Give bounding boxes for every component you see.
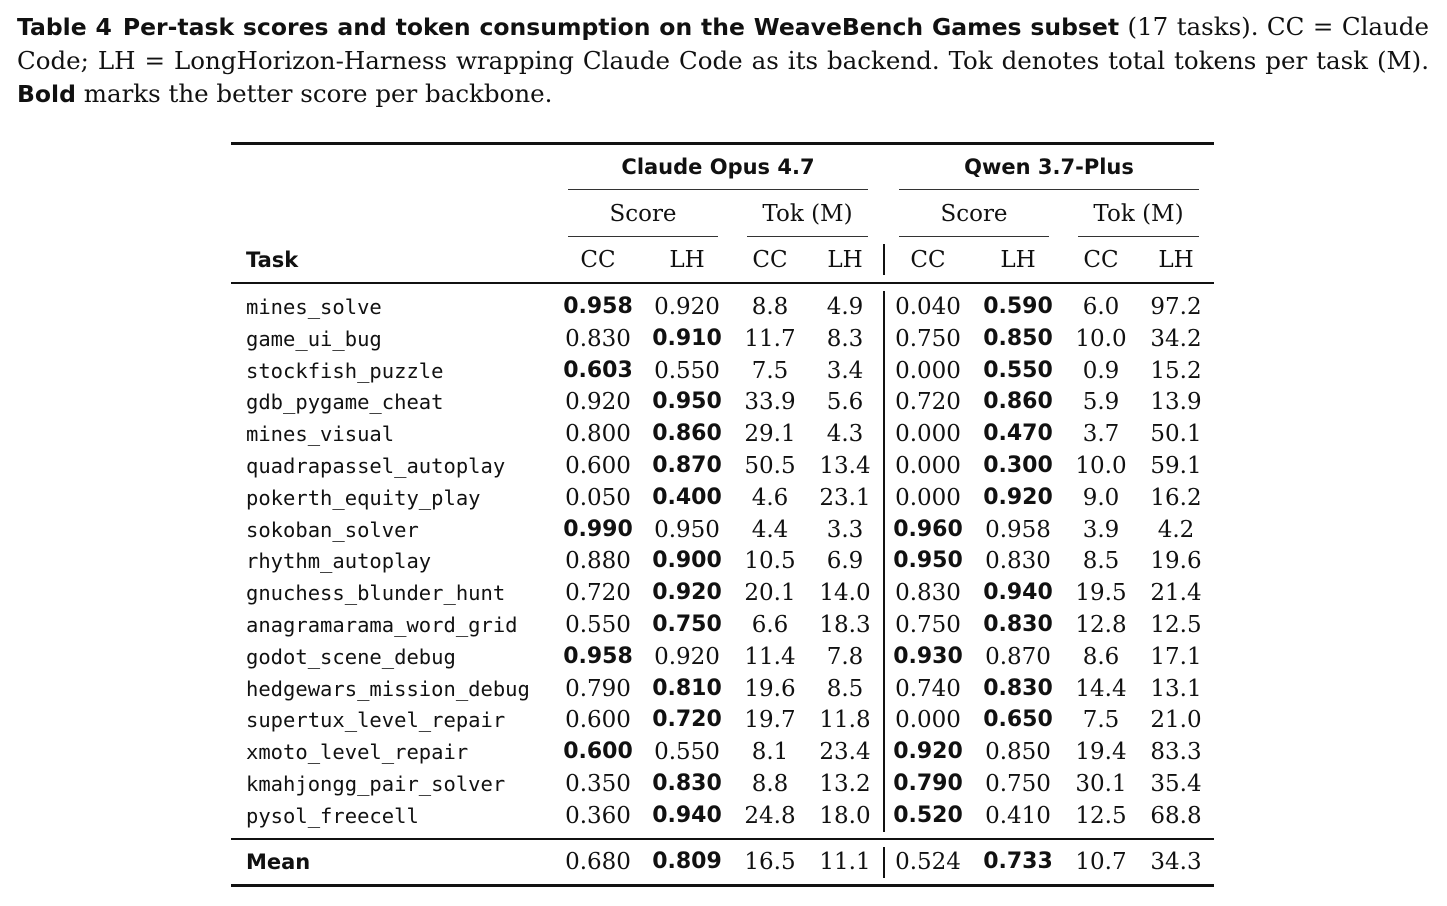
table-cell: 0.958 — [985, 517, 1051, 543]
mean-divider — [883, 847, 885, 878]
table-cell: 0.350 — [565, 771, 631, 797]
subgroup-header-score-qwen: Score — [940, 201, 1008, 227]
column-header: LH — [669, 247, 705, 273]
task-name: game_ui_bug — [246, 327, 382, 351]
table-cell: 18.3 — [819, 612, 871, 638]
table-cell: 0.750 — [652, 612, 722, 637]
table-cell: 0.470 — [983, 421, 1053, 446]
subgroup-rule-1 — [568, 236, 718, 237]
table-cell: 7.8 — [826, 644, 864, 670]
table-cell: 33.9 — [744, 389, 796, 415]
table-cell: 0.550 — [565, 612, 631, 638]
table-cell: 0.920 — [565, 389, 631, 415]
table-cell: 14.0 — [819, 580, 871, 606]
table-caption — [17, 10, 1429, 111]
table-cell: 0.720 — [565, 580, 631, 606]
table-cell: 0.830 — [652, 771, 722, 796]
table-cell: 68.8 — [1150, 803, 1202, 829]
table-cell: 19.6 — [744, 676, 796, 702]
table-cell: 0.750 — [985, 771, 1051, 797]
table-cell: 7.5 — [1082, 707, 1120, 733]
table-cell: 0.750 — [895, 612, 961, 638]
table-cell: 0.360 — [565, 803, 631, 829]
header-divider — [883, 244, 885, 275]
mean-cell: 34.3 — [1150, 849, 1202, 875]
table-cell: 19.4 — [1075, 739, 1127, 765]
group-header-qwen: Qwen 3.7-Plus — [964, 155, 1134, 179]
caption-line2: LH = LongHorizon-Harness wrapping Claude Code as its backend. Tok denotes total tokens per task (M). — [97, 46, 1429, 75]
table-cell: 0.920 — [893, 739, 963, 764]
table-cell: 0.920 — [983, 485, 1053, 510]
task-name: mines_visual — [246, 422, 395, 446]
table-cell: 0.960 — [893, 517, 963, 542]
results-table — [231, 142, 1214, 887]
table-cell: 0.860 — [652, 421, 722, 446]
table-cell: 8.3 — [826, 326, 864, 352]
task-name: gnuchess_blunder_hunt — [246, 581, 506, 605]
table-cell: 0.830 — [985, 548, 1051, 574]
table-cell: 4.6 — [751, 485, 789, 511]
table-cell: 0.740 — [895, 676, 961, 702]
mean-rule — [231, 838, 1214, 840]
table-cell: 11.4 — [744, 644, 796, 670]
table-cell: 3.9 — [1082, 517, 1120, 543]
table-cell: 18.0 — [819, 803, 871, 829]
table-cell: 0.720 — [652, 707, 722, 732]
task-name: quadrapassel_autoplay — [246, 454, 506, 478]
task-name: anagramarama_word_grid — [246, 613, 518, 637]
task-name: rhythm_autoplay — [246, 549, 432, 573]
column-header: CC — [580, 247, 616, 273]
column-header-task: Task — [246, 248, 299, 272]
table-cell: 0.400 — [652, 485, 722, 510]
table-cell: 7.5 — [751, 358, 789, 384]
header-rule — [231, 282, 1214, 284]
table-cell: 0.958 — [563, 294, 633, 319]
table-cell: 0.910 — [652, 326, 722, 351]
mean-cell: 0.733 — [983, 849, 1053, 874]
table-cell: 0.920 — [652, 580, 722, 605]
table-cell: 0.958 — [563, 644, 633, 669]
mean-cell: 0.809 — [652, 849, 722, 874]
table-cell: 20.1 — [744, 580, 796, 606]
task-name: supertux_level_repair — [246, 708, 506, 732]
group-rule-claude — [568, 189, 868, 190]
caption-bold-word: Bold — [17, 80, 76, 108]
column-header: CC — [1083, 247, 1119, 273]
table-cell: 4.9 — [826, 294, 864, 320]
table-cell: 0.830 — [895, 580, 961, 606]
table-cell: 8.6 — [1082, 644, 1120, 670]
subgroup-header-tok-claude: Tok (M) — [762, 201, 853, 227]
table-cell: 12.5 — [1150, 612, 1202, 638]
caption-line1-rest: (17 tasks). CC = Claude Code; — [17, 12, 1429, 75]
table-cell: 0.040 — [895, 294, 961, 320]
caption-label: Table 4 — [17, 13, 112, 41]
caption-line3: the better score per backbone. — [168, 79, 553, 108]
table-cell: 34.2 — [1150, 326, 1202, 352]
mean-cell: 0.524 — [895, 849, 961, 875]
task-name: pokerth_equity_play — [246, 486, 481, 510]
table-cell: 0.000 — [895, 453, 961, 479]
body-divider — [883, 291, 885, 832]
table-cell: 4.2 — [1157, 517, 1195, 543]
table-cell: 0.720 — [895, 389, 961, 415]
table-cell: 0.990 — [563, 517, 633, 542]
column-header: LH — [1158, 247, 1194, 273]
table-cell: 0.000 — [895, 485, 961, 511]
table-cell: 29.1 — [744, 421, 796, 447]
top-rule — [231, 142, 1214, 145]
table-cell: 0.520 — [893, 803, 963, 828]
table-cell: 0.950 — [893, 548, 963, 573]
table-cell: 12.5 — [1075, 803, 1127, 829]
task-name: kmahjongg_pair_solver — [246, 772, 506, 796]
table-cell: 0.550 — [983, 358, 1053, 383]
table-cell: 4.3 — [826, 421, 864, 447]
table-cell: 0.600 — [565, 707, 631, 733]
table-cell: 13.1 — [1150, 676, 1202, 702]
table-cell: 14.4 — [1075, 676, 1127, 702]
table-cell: 0.850 — [985, 739, 1051, 765]
subgroup-rule-2 — [747, 236, 868, 237]
group-header-claude: Claude Opus 4.7 — [621, 155, 815, 179]
mean-cell: 0.680 — [565, 849, 631, 875]
table-cell: 19.6 — [1150, 548, 1202, 574]
table-cell: 83.3 — [1150, 739, 1202, 765]
table-cell: 10.5 — [744, 548, 796, 574]
table-cell: 0.930 — [893, 644, 963, 669]
table-cell: 13.4 — [819, 453, 871, 479]
subgroup-header-tok-qwen: Tok (M) — [1093, 201, 1184, 227]
bottom-rule — [231, 884, 1214, 887]
table-cell: 0.000 — [895, 421, 961, 447]
table-cell: 8.5 — [1082, 548, 1120, 574]
table-cell: 0.650 — [983, 707, 1053, 732]
table-cell: 19.5 — [1075, 580, 1127, 606]
subgroup-rule-4 — [1078, 236, 1199, 237]
table-cell: 0.920 — [654, 294, 720, 320]
table-cell: 6.9 — [826, 548, 864, 574]
table-cell: 4.4 — [751, 517, 789, 543]
table-cell: 0.870 — [652, 453, 722, 478]
table-cell: 0.050 — [565, 485, 631, 511]
table-cell: 0.590 — [983, 294, 1053, 319]
table-cell: 3.7 — [1082, 421, 1120, 447]
table-cell: 16.2 — [1150, 485, 1202, 511]
table-cell: 8.8 — [751, 294, 789, 320]
task-name: pysol_freecell — [246, 804, 419, 828]
table-cell: 0.600 — [563, 739, 633, 764]
table-cell: 0.600 — [565, 453, 631, 479]
table-cell: 0.550 — [654, 358, 720, 384]
table-cell: 0.790 — [565, 676, 631, 702]
table-cell: 0.950 — [652, 389, 722, 414]
table-cell: 0.790 — [893, 771, 963, 796]
mean-cell: 10.7 — [1075, 849, 1127, 875]
table-cell: 0.800 — [565, 421, 631, 447]
table-cell: 17.1 — [1150, 644, 1202, 670]
table-cell: 0.860 — [983, 389, 1053, 414]
task-name: xmoto_level_repair — [246, 740, 469, 764]
table-cell: 13.9 — [1150, 389, 1202, 415]
table-cell: 10.0 — [1075, 453, 1127, 479]
table-cell: 50.5 — [744, 453, 796, 479]
task-name: hedgewars_mission_debug — [246, 677, 530, 701]
table-cell: 50.1 — [1150, 421, 1202, 447]
task-name: sokoban_solver — [246, 518, 419, 542]
column-header: CC — [752, 247, 788, 273]
table-cell: 9.0 — [1082, 485, 1120, 511]
table-cell: 97.2 — [1150, 294, 1202, 320]
table-cell: 0.830 — [565, 326, 631, 352]
table-cell: 13.2 — [819, 771, 871, 797]
mean-label: Mean — [246, 850, 311, 874]
table-cell: 0.900 — [652, 548, 722, 573]
table-cell: 0.000 — [895, 707, 961, 733]
table-cell: 0.830 — [983, 612, 1053, 637]
table-cell: 19.7 — [744, 707, 796, 733]
table-cell: 30.1 — [1075, 771, 1127, 797]
table-cell: 35.4 — [1150, 771, 1202, 797]
table-cell: 0.750 — [895, 326, 961, 352]
task-name: stockfish_puzzle — [246, 359, 444, 383]
table-cell: 23.4 — [819, 739, 871, 765]
table-cell: 0.920 — [654, 644, 720, 670]
table-cell: 23.1 — [819, 485, 871, 511]
table-cell: 0.410 — [985, 803, 1051, 829]
table-cell: 5.9 — [1082, 389, 1120, 415]
table-cell: 12.8 — [1075, 612, 1127, 638]
column-header: LH — [1000, 247, 1036, 273]
group-rule-qwen — [899, 189, 1199, 190]
table-cell: 3.3 — [826, 517, 864, 543]
table-cell: 15.2 — [1150, 358, 1202, 384]
mean-cell: 16.5 — [744, 849, 796, 875]
caption-line2-end: marks — [83, 79, 161, 108]
table-cell: 11.8 — [819, 707, 871, 733]
table-cell: 0.810 — [652, 676, 722, 701]
table-cell: 10.0 — [1075, 326, 1127, 352]
table-cell: 0.000 — [895, 358, 961, 384]
table-cell: 0.9 — [1082, 358, 1120, 384]
table-cell: 0.950 — [654, 517, 720, 543]
table-cell: 8.1 — [751, 739, 789, 765]
column-header: LH — [827, 247, 863, 273]
table-cell: 6.0 — [1082, 294, 1120, 320]
table-cell: 0.870 — [985, 644, 1051, 670]
task-name: mines_solve — [246, 295, 382, 319]
table-cell: 3.4 — [826, 358, 864, 384]
table-cell: 8.8 — [751, 771, 789, 797]
table-cell: 5.6 — [826, 389, 864, 415]
table-cell: 6.6 — [751, 612, 789, 638]
caption-title: Per-task scores and token consumption on the WeaveBench Games subset — [122, 13, 1120, 41]
table-cell: 0.603 — [563, 358, 633, 383]
table-cell: 59.1 — [1150, 453, 1202, 479]
table-cell: 0.880 — [565, 548, 631, 574]
table-cell: 21.4 — [1150, 580, 1202, 606]
table-cell: 0.300 — [983, 453, 1053, 478]
table-cell: 24.8 — [744, 803, 796, 829]
table-cell: 21.0 — [1150, 707, 1202, 733]
task-name: gdb_pygame_cheat — [246, 390, 444, 414]
table-cell: 0.850 — [983, 326, 1053, 351]
table-cell: 0.940 — [652, 803, 722, 828]
table-cell: 8.5 — [826, 676, 864, 702]
subgroup-header-score-claude: Score — [609, 201, 677, 227]
subgroup-rule-3 — [899, 236, 1049, 237]
column-header: CC — [910, 247, 946, 273]
task-name: godot_scene_debug — [246, 645, 456, 669]
mean-cell: 11.1 — [819, 849, 871, 875]
table-cell: 11.7 — [744, 326, 796, 352]
table-cell: 0.550 — [654, 739, 720, 765]
table-cell: 0.830 — [983, 676, 1053, 701]
table-cell: 0.940 — [983, 580, 1053, 605]
